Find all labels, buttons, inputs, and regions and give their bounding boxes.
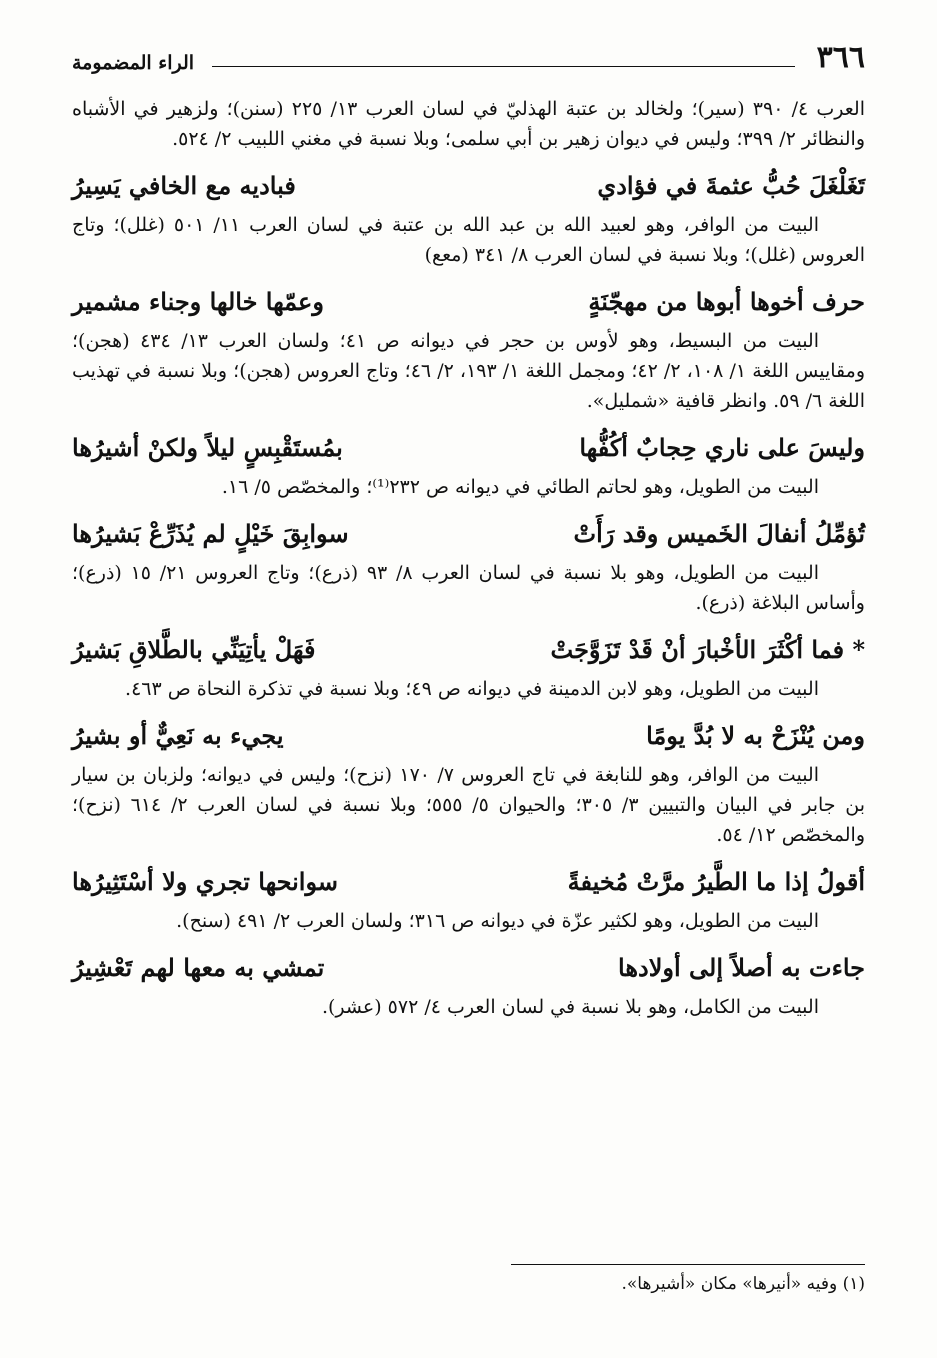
- verse-note: البيت من الطويل، وهو لكثير عزّة في ديوانه ص ٣١٦؛ ولسان العرب ٢/ ٤٩١ (سنح).: [176, 910, 819, 932]
- verse-note: البيت من الوافر، وهو للنابغة في تاج العروس ٧/ ١٧٠ (نزح)؛ وليس في ديوانه؛ ولزبان بن سيار بن جابر في البيان والتبيين ٣/ ٣٠٥؛ والحيوان ٥/ ٥٥٥؛ وبلا نسبة في لسان العرب ٢/ ٦١٤ (نزح)؛ والمخصّص ١٢/ ٥٤.: [72, 764, 865, 846]
- intro-paragraph: العرب ٤/ ٣٩٠ (سير)؛ ولخالد بن عتبة الهذليّ في لسان العرب ١٣/ ٢٢٥ (سنن)؛ ولزهير في الأشباه والنظائر ٢/ ٣٩٩؛ وليس في ديوان زهير بن أبي سلمى؛ وبلا نسبة في مغني اللبيب ٢/ ٥٢٤.: [72, 98, 865, 150]
- verse-hemistich-2: فباديه مع الخافي يَسِيرُ: [72, 170, 296, 200]
- page-body: [72, 94, 865, 1022]
- verse-hemistich-2: سوانحها تجري ولا أسْتَثِيرُها: [72, 866, 338, 896]
- verse-note: البيت من البسيط، وهو لأوس بن حجر في ديوانه ص ٤١؛ ولسان العرب ١٣/ ٤٣٤ (هجن)؛ ومقاييس اللغة ١/ ١٠٨، ٢/ ٤٢؛ ومجمل اللغة ١/ ١٩٣، ٢/ ٤٦؛ وتاج العروس (هجن)؛ وبلا نسبة في تهذيب اللغة ٦/ ٥٩. وانظر قافية «شمليل».: [72, 330, 865, 412]
- footnote: (١) وفيه «أنيرها» مكان «أشيرها».: [621, 1274, 865, 1294]
- verse-hemistich-1: ومن يُنْزَحْ به لا بُدَّ يومًا: [646, 720, 865, 750]
- verse: [72, 624, 865, 674]
- verse-hemistich-2: فَهَلْ يأتِيَنِّي بالطَّلاقِ بَشيرُ: [72, 634, 316, 664]
- verse-hemistich-2: بمُستَقْبِسٍ ليلاً ولكنْ أشيرُها: [72, 432, 343, 462]
- verse-hemistich-1: أقولُ إذا ما الطَّيرُ مرَّتْ مُخيفةً: [567, 866, 865, 896]
- verse: [72, 942, 865, 992]
- verse: [72, 276, 865, 326]
- running-title: الراء المضمومة: [72, 52, 195, 74]
- verse-hemistich-1: تَغَلْغَلَ حُبُّ عثمةَ في فؤادي: [597, 170, 865, 200]
- verse-note: البيت من الطويل، وهو لحاتم الطائي في ديوانه ص ٢٣٢⁽¹⁾؛ والمخصّص ٥/ ١٦.: [221, 476, 819, 498]
- verse-hemistich-2: سوابِقَ خَيْلٍ لم يُذَرِّعْ بَشيرُها: [72, 518, 349, 548]
- verse-note: البيت من الكامل، وهو بلا نسبة في لسان العرب ٤/ ٥٧٢ (عشر).: [321, 996, 819, 1018]
- verse-hemistich-1: حرف أخوها أبوها من مهجّنَةٍ: [588, 286, 865, 316]
- page-header: [72, 40, 865, 80]
- verse-hemistich-1: جاءت به أصلاً إلى أولادها: [618, 952, 865, 982]
- verse: [72, 508, 865, 558]
- page-number: ٣٦٦: [816, 40, 865, 75]
- verse-hemistich-1: * فما أكْثَرَ الأخْبارَ أنْ قَدْ تَزَوَّجَتْ: [550, 634, 865, 664]
- header-rule: [212, 66, 795, 67]
- verse-note: البيت من الطويل، وهو بلا نسبة في لسان العرب ٨/ ٩٣ (ذرع)؛ وتاج العروس ٢١/ ١٥ (ذرع)؛ وأساس البلاغة (ذرع).: [72, 562, 865, 614]
- verse: [72, 710, 865, 760]
- verse: [72, 160, 865, 210]
- verse-note: البيت من الوافر، وهو لعبيد الله بن عبد الله بن عتبة في لسان العرب ١١/ ٥٠١ (غلل)؛ وتاج العروس (غلل)؛ وبلا نسبة في لسان العرب ٨/ ٣٤١ (معع): [72, 214, 865, 266]
- verse: [72, 422, 865, 472]
- verse-hemistich-2: يجيء به نَعِيٌّ أو بشيرُ: [72, 720, 284, 750]
- footnote-rule: [511, 1264, 865, 1265]
- verse-hemistich-2: تمشي به معها لهم تَعْشِيرُ: [72, 952, 325, 982]
- verse-hemistich-1: وليسَ على ناري حِجابٌ أكُفُّها: [579, 432, 865, 462]
- verse-hemistich-2: وعمّها خالها وجناء مشمير: [72, 286, 324, 316]
- verse-note: البيت من الطويل، وهو لابن الدمينة في ديوانه ص ٤٩؛ وبلا نسبة في تذكرة النحاة ص ٤٦٣.: [125, 678, 819, 700]
- verse: [72, 856, 865, 906]
- verse-hemistich-1: تُؤمِّلُ أنفالَ الخَميس وقد رَأَتْ: [573, 518, 865, 548]
